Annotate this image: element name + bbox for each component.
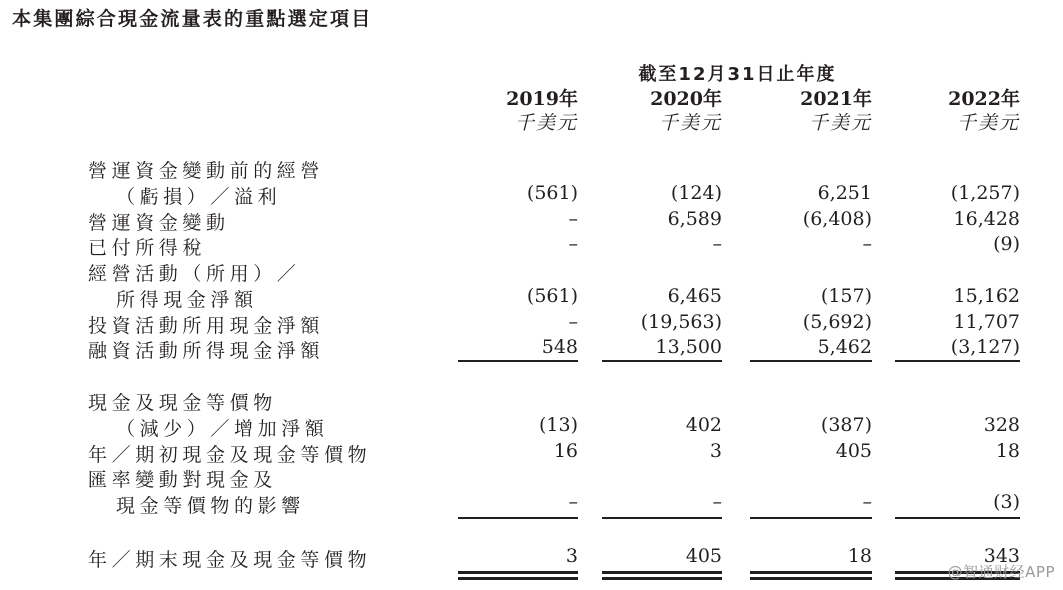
row-label: 營運資金變動前的經營 (88, 160, 325, 182)
cell-value: – (568, 208, 578, 230)
cell-value: 3 (709, 440, 722, 462)
cell-value: 343 (983, 545, 1020, 567)
cell-value: 6,589 (667, 208, 722, 230)
cell-value: 405 (835, 440, 872, 462)
subtotal-rule (895, 360, 1020, 362)
total-double-rule (750, 577, 872, 580)
cell-value: 11,707 (953, 311, 1020, 333)
column-year-header: 2020年 (650, 88, 722, 110)
cell-value: 402 (685, 414, 722, 436)
cell-value: 6,251 (817, 182, 872, 204)
cell-value: – (862, 233, 872, 255)
cell-value: 405 (685, 545, 722, 567)
cell-value: 328 (983, 414, 1020, 436)
subtotal-rule (458, 517, 578, 519)
row-label: 年／期初現金及現金等價物 (88, 444, 372, 466)
cell-value: (561) (526, 182, 578, 204)
cell-value: 13,500 (655, 336, 722, 358)
section-title: 本集團綜合現金流量表的重點選定項目 (12, 8, 373, 30)
row-label: 現金等價物的影響 (116, 495, 305, 517)
column-year-header: 2021年 (800, 88, 872, 110)
column-year-header: 2022年 (948, 88, 1020, 110)
cell-value: (3,127) (950, 336, 1020, 358)
column-unit-header: 千美元 (514, 112, 578, 134)
column-unit-header: 千美元 (956, 112, 1020, 134)
row-label: （減少）／增加淨額 (116, 418, 329, 440)
row-label: 現金及現金等價物 (88, 392, 277, 414)
cell-value: (3) (993, 491, 1020, 513)
cell-value: 5,462 (817, 336, 872, 358)
watermark: @智通财经APP (947, 563, 1055, 581)
row-label: 營運資金變動 (88, 212, 230, 234)
subtotal-rule (750, 517, 872, 519)
cell-value: (6,408) (802, 208, 872, 230)
cell-value: (19,563) (640, 311, 722, 333)
period-header: 截至12月31日止年度 (638, 64, 837, 85)
subtotal-rule (602, 360, 722, 362)
cell-value: – (712, 233, 722, 255)
total-double-rule (458, 571, 578, 574)
cell-value: 6,465 (667, 285, 722, 307)
row-label: 經營活動（所用）／ (88, 263, 301, 285)
subtotal-rule (895, 517, 1020, 519)
cell-value: – (712, 491, 722, 513)
cell-value: (1,257) (950, 182, 1020, 204)
cell-value: – (568, 311, 578, 333)
subtotal-rule (602, 517, 722, 519)
cell-value: 3 (565, 545, 578, 567)
row-label: 已付所得稅 (88, 237, 207, 259)
cell-value: (124) (670, 182, 722, 204)
cell-value: 18 (995, 440, 1020, 462)
row-label: 投資活動所用現金淨額 (88, 315, 325, 337)
total-double-rule (602, 577, 722, 580)
row-label: 所得現金淨額 (116, 289, 258, 311)
cell-value: (387) (820, 414, 872, 436)
total-double-rule (458, 577, 578, 580)
cell-value: 16,428 (953, 208, 1020, 230)
cell-value: 18 (847, 545, 872, 567)
cell-value: (5,692) (802, 311, 872, 333)
cell-value: (157) (820, 285, 872, 307)
cell-value: – (568, 491, 578, 513)
cell-value: 15,162 (953, 285, 1020, 307)
cell-value: – (568, 233, 578, 255)
cell-value: (13) (538, 414, 578, 436)
row-label: （虧損）／溢利 (116, 186, 282, 208)
cell-value: – (862, 491, 872, 513)
subtotal-rule (750, 360, 872, 362)
column-unit-header: 千美元 (658, 112, 722, 134)
cell-value: 548 (541, 336, 578, 358)
column-year-header: 2019年 (506, 88, 578, 110)
cell-value: 16 (553, 440, 578, 462)
row-label: 年／期末現金及現金等價物 (88, 549, 372, 571)
row-label: 匯率變動對現金及 (88, 469, 277, 491)
total-double-rule (750, 571, 872, 574)
subtotal-rule (458, 360, 578, 362)
cell-value: (9) (993, 233, 1020, 255)
row-label: 融資活動所得現金淨額 (88, 340, 325, 362)
column-unit-header: 千美元 (808, 112, 872, 134)
total-double-rule (602, 571, 722, 574)
cell-value: (561) (526, 285, 578, 307)
